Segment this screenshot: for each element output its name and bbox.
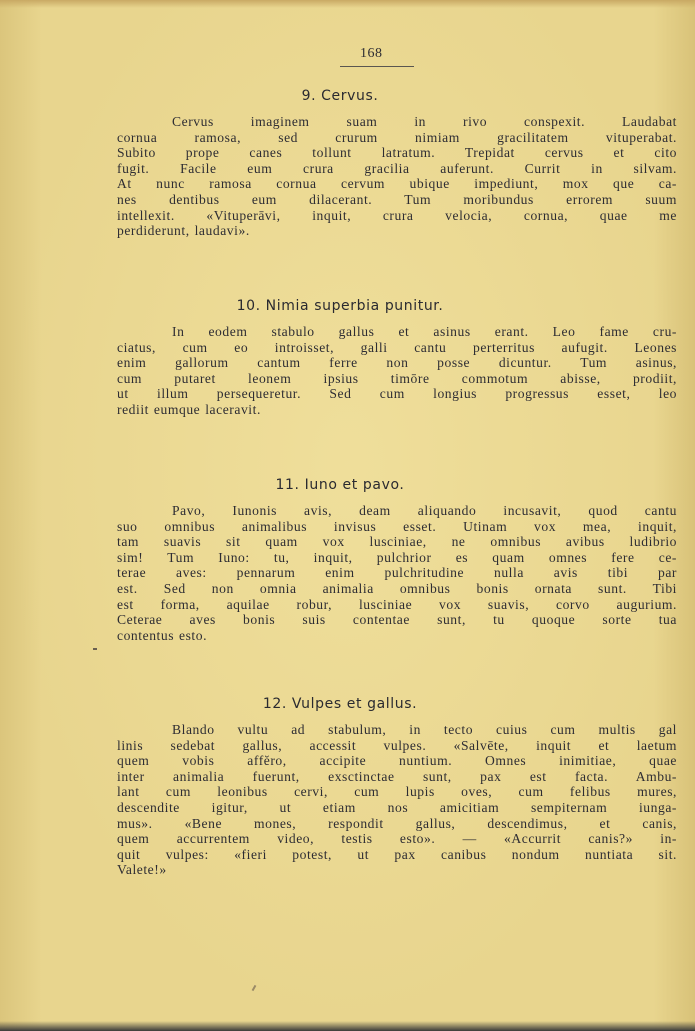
- text-line: Ceterae aves bonis suis contentae sunt, tu quoque sorte tua: [117, 612, 677, 628]
- paragraph-nimia-superbia: [117, 324, 677, 418]
- text-line: est. Sed non omnia animalia omnibus bonis ornata sunt. Tibi: [117, 580, 677, 596]
- text-line: inter animalia fuerunt, exsctinctae sunt, pax est facta. Ambu-: [117, 768, 677, 784]
- text-line: descendite igitur, ut etiam nos amicitiam sempiternam iunga-: [117, 799, 677, 815]
- text-line: fugit. Facile eum crura gracilia auferunt. Currit in silvam.: [117, 160, 677, 176]
- pencil-mark: [252, 985, 257, 991]
- text-line: quit vulpes: «fieri potest, ut pax canibus nondum nuntiata sit.: [117, 846, 677, 862]
- margin-mark: [93, 648, 97, 650]
- text-line: enim gallorum cantum ferre non posse dicuntur. Tum asinus,: [117, 355, 677, 371]
- text-line: Pavo, Iunonis avis, deam aliquando incusavit, quod cantu: [172, 503, 677, 518]
- text-line: At nunc ramosa cornua cervum ubique impediunt, mox que ca-: [117, 176, 677, 192]
- text-line: cum putaret leonem ipsius timōre commotum abisse, prodiit,: [117, 370, 677, 386]
- text-line: intellexit. «Vituperāvi, inquit, crura velocia, cornua, quae me: [117, 207, 677, 223]
- page-top-edge: [0, 0, 695, 8]
- text-line: rediit eumque laceravit.: [117, 401, 261, 417]
- text-line: cornua ramosa, sed crurum nimiam gracilitatem vituperabat.: [117, 129, 677, 145]
- text-line: tam suavis sit quam vox lusciniae, ne omnibus avibus ludibrio: [117, 534, 677, 550]
- text-line: sim! Tum Iuno: tu, inquit, pulchrior es quam omnes fere ce-: [117, 549, 677, 565]
- text-line: Valete!»: [117, 862, 167, 878]
- text-line: contentus esto.: [117, 627, 208, 643]
- text-line: nes dentibus eum dilacerant. Tum moribundus errorem suum: [117, 191, 677, 207]
- page-number-rule: [340, 66, 414, 67]
- text-line: est forma, aquilae robur, lusciniae vox suavis, corvo augurium.: [117, 596, 677, 612]
- text-line: ciatus, cum eo introisset, galli cantu perterritus aufugit. Leones: [117, 339, 677, 355]
- text-line: Blando vultu ad stabulum, in tecto cuius cum multis gal: [172, 722, 677, 737]
- text-line: ut illum persequeretur. Sed cum longius progressus esset, leo: [117, 386, 677, 402]
- text-line: In eodem stabulo gallus et asinus erant. Leo fame cru-: [172, 324, 677, 339]
- text-line: suo omnibus animalibus invisus esset. Utinam vox mea, inquit,: [117, 518, 677, 534]
- section-heading-iuno-et-pavo: 11. Iuno et pavo.: [275, 477, 405, 493]
- text-line: terae aves: pennarum enim pulchritudine nulla avis tibi par: [117, 565, 677, 581]
- text-line: Cervus imaginem suam in rivo conspexit. Laudabat: [172, 114, 677, 129]
- section-heading-vulpes-et-gallus: 12. Vulpes et gallus.: [262, 696, 418, 712]
- text-line: Subito prope canes tollunt latratum. Trepidat cervus et cito: [117, 145, 677, 161]
- section-heading-cervus: 9. Cervus.: [301, 88, 379, 104]
- text-line: lant cum leonibus cervi, cum lupis oves, cum felibus mures,: [117, 784, 677, 800]
- text-line: mus». «Bene mones, respondit gallus, descendimus, et canis,: [117, 815, 677, 831]
- paragraph-iuno-et-pavo: [117, 503, 677, 643]
- text-line: perdiderunt, laudavi».: [117, 223, 250, 239]
- paragraph-vulpes-et-gallus: [117, 722, 677, 878]
- text-line: quem vobis affĕro, accipite nuntium. Omnes inimitiae, quae: [117, 753, 677, 769]
- text-line: linis sedebat gallus, accessit vulpes. «Salvēte, inquit et laetum: [117, 737, 677, 753]
- text-line: quem accurrentem video, testis esto». — «Accurrit canis?» in-: [117, 831, 677, 847]
- page-number: 168: [360, 46, 383, 61]
- page-bottom-edge: [0, 1021, 695, 1031]
- paragraph-cervus: [117, 114, 677, 239]
- section-heading-nimia-superbia: 10. Nimia superbia punitur.: [236, 298, 444, 314]
